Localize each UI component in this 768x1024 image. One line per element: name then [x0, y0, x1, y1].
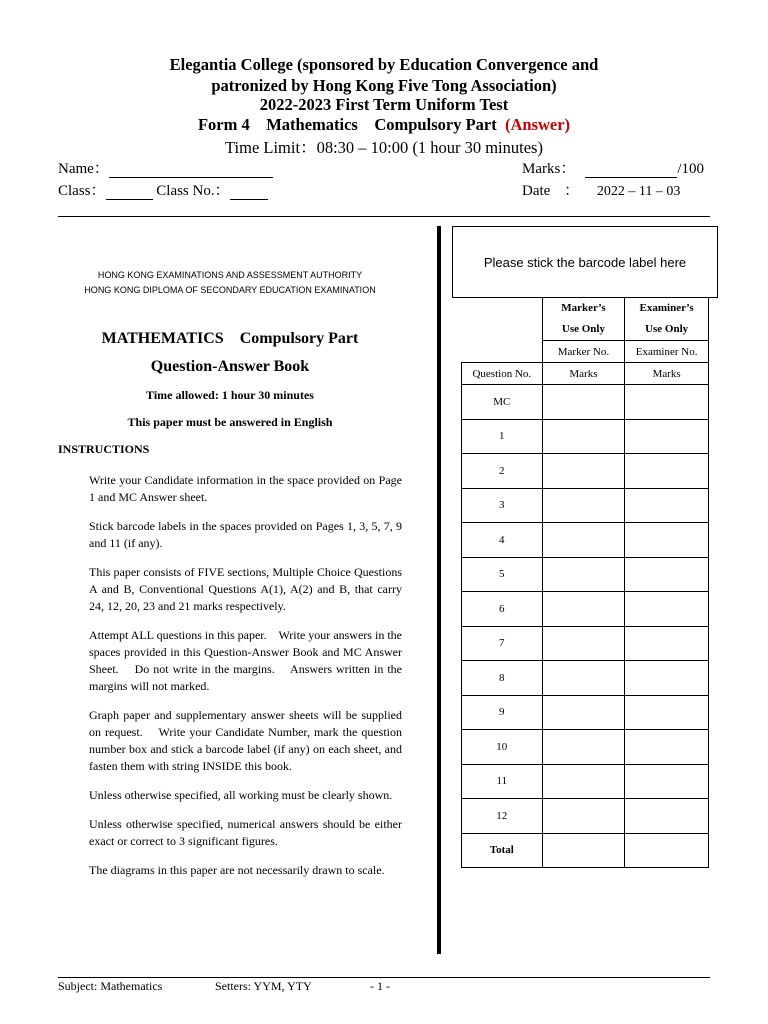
question-no-header: Question No. [462, 363, 543, 385]
instruction-item: Attempt ALL questions in this paper. Write your answers in the spaces provided in this Question-Answer Book and MC Answer Sheet. Do not write in the margins. Answers written in the margins will not marked. [89, 628, 405, 693]
question-number: 9 [462, 695, 543, 730]
authority-line1: HONG KONG EXAMINATIONS AND ASSESSMENT AUTHORITY [97, 270, 363, 280]
date-value: 2022 – 11 – 03 [596, 184, 681, 199]
marker-mark-cell[interactable] [542, 523, 625, 558]
class-no-input-line[interactable] [230, 185, 268, 200]
marker-mark-cell[interactable] [542, 661, 625, 696]
marks-input-line[interactable] [585, 163, 677, 178]
question-number: 12 [462, 799, 543, 834]
authority-line2: HONG KONG DIPLOMA OF SECONDARY EDUCATION EXAMINATION [84, 285, 376, 295]
question-number: 2 [462, 454, 543, 489]
instruction-item: Unless otherwise specified, all working must be clearly shown. [89, 788, 393, 802]
school-name-line1: Elegantia College (sponsored by Education Convergence and [169, 55, 599, 74]
date-field [522, 179, 680, 200]
question-number: 11 [462, 764, 543, 799]
examiner-mark-cell[interactable] [625, 557, 709, 592]
examiners-use-line2: Use Only [645, 323, 689, 335]
marker-no-cell: Marker No. [542, 341, 625, 363]
total-examiner-cell[interactable] [625, 833, 709, 867]
examiner-mark-cell[interactable] [625, 385, 709, 420]
examiners-use-line1: Examiner’s [639, 302, 694, 314]
marks-header-marker: Marks [542, 363, 625, 385]
question-number: 3 [462, 488, 543, 523]
question-row [462, 454, 709, 489]
examiner-mark-cell[interactable] [625, 764, 709, 799]
marks-label: Marks： [522, 161, 576, 177]
column-divider [437, 226, 441, 954]
paper-subject: MATHEMATICS Compulsory Part [101, 330, 359, 347]
examiner-mark-cell[interactable] [625, 661, 709, 696]
subject-title-main: Form 4 Mathematics Compulsory Part [197, 115, 497, 134]
examiner-mark-cell[interactable] [625, 626, 709, 661]
examiner-mark-cell[interactable] [625, 799, 709, 834]
marks-field [522, 157, 704, 178]
date-label: Date [522, 183, 551, 199]
time-allowed: Time allowed: 1 hour 30 minutes [146, 388, 314, 402]
barcode-box[interactable] [452, 226, 718, 298]
total-label: Total [462, 833, 543, 867]
marks-table [461, 297, 709, 868]
instruction-item: The diagrams in this paper are not necessarily drawn to scale. [89, 863, 385, 877]
question-number: 7 [462, 626, 543, 661]
date-colon: ： [564, 183, 580, 199]
question-row [462, 661, 709, 696]
marks-header-examiner: Marks [625, 363, 709, 385]
footer-subject: Subject: Mathematics [58, 979, 163, 993]
marker-mark-cell[interactable] [542, 454, 625, 489]
question-row [462, 730, 709, 765]
markers-use-line1: Marker’s [561, 302, 606, 314]
english-note: This paper must be answered in English [127, 415, 333, 429]
footer-page-number: - 1 - [370, 979, 390, 993]
marker-mark-cell[interactable] [542, 695, 625, 730]
class-field [58, 179, 268, 200]
marker-mark-cell[interactable] [542, 799, 625, 834]
barcode-label: Please stick the barcode label here [483, 254, 687, 270]
question-number: MC [462, 385, 543, 420]
name-input-line[interactable] [109, 163, 273, 178]
class-no-label: Class No.： [156, 183, 230, 199]
examiner-no-cell: Examiner No. [625, 341, 709, 363]
marks-total: /100 [677, 161, 704, 177]
answer-label: (Answer) [504, 115, 571, 134]
question-row [462, 626, 709, 661]
name-field [58, 157, 273, 178]
examiner-mark-cell[interactable] [625, 454, 709, 489]
question-row [462, 764, 709, 799]
instruction-item: This paper consists of FIVE sections, Multiple Choice Questions A and B, Conventional Questions A(1), A(2) and B, that carry 24, 12, 20, 23 and 21 marks respectively. [89, 565, 405, 613]
examiner-mark-cell[interactable] [625, 523, 709, 558]
markers-use-line2: Use Only [561, 323, 605, 335]
marker-mark-cell[interactable] [542, 557, 625, 592]
examiner-mark-cell[interactable] [625, 592, 709, 627]
class-label: Class： [58, 183, 106, 199]
question-row [462, 488, 709, 523]
marker-mark-cell[interactable] [542, 419, 625, 454]
paper-book-title: Question-Answer Book [150, 358, 310, 375]
markers-use-header [542, 298, 625, 341]
subject-title [0, 115, 768, 135]
question-number: 5 [462, 557, 543, 592]
examiner-mark-cell[interactable] [625, 419, 709, 454]
header-divider [58, 216, 710, 217]
question-number: 10 [462, 730, 543, 765]
marker-mark-cell[interactable] [542, 592, 625, 627]
question-number: 8 [462, 661, 543, 696]
question-row [462, 695, 709, 730]
question-number: 6 [462, 592, 543, 627]
instruction-item: Graph paper and supplementary answer sheets will be supplied on request. Write your Candidate Number, mark the question number box and stick a barcode label (if any) on each sheet, and fasten them with string INSIDE this book. [89, 708, 405, 773]
test-title: 2022-2023 First Term Uniform Test [259, 95, 509, 114]
time-limit: Time Limit：08:30 – 10:00 (1 hour 30 minutes) [225, 138, 543, 157]
question-row [462, 523, 709, 558]
examiners-use-header [625, 298, 709, 341]
class-input-line[interactable] [106, 185, 153, 200]
instruction-item: Unless otherwise specified, numerical answers should be either exact or correct to 3 significant figures. [89, 817, 405, 848]
examiner-mark-cell[interactable] [625, 695, 709, 730]
footer-setters: Setters: YYM, YTY [215, 979, 312, 993]
instructions-heading: INSTRUCTIONS [58, 442, 150, 456]
marker-mark-cell[interactable] [542, 764, 625, 799]
question-row [462, 385, 709, 420]
footer-divider [58, 977, 710, 978]
name-label: Name： [58, 161, 109, 177]
marker-mark-cell[interactable] [542, 626, 625, 661]
examiner-mark-cell[interactable] [625, 730, 709, 765]
instruction-item: Write your Candidate information in the space provided on Page 1 and MC Answer sheet. [89, 473, 405, 504]
school-name-line2: patronized by Hong Kong Five Tong Association) [211, 76, 557, 95]
total-marker-cell[interactable] [542, 833, 625, 867]
question-row [462, 419, 709, 454]
instructions-list [89, 472, 405, 891]
question-row [462, 799, 709, 834]
examiner-mark-cell[interactable] [625, 488, 709, 523]
question-number: 1 [462, 419, 543, 454]
question-row [462, 557, 709, 592]
question-number: 4 [462, 523, 543, 558]
question-row [462, 592, 709, 627]
marker-mark-cell[interactable] [542, 488, 625, 523]
instruction-item: Stick barcode labels in the spaces provided on Pages 1, 3, 5, 7, 9 and 11 (if any). [89, 519, 405, 550]
marker-mark-cell[interactable] [542, 385, 625, 420]
marker-mark-cell[interactable] [542, 730, 625, 765]
